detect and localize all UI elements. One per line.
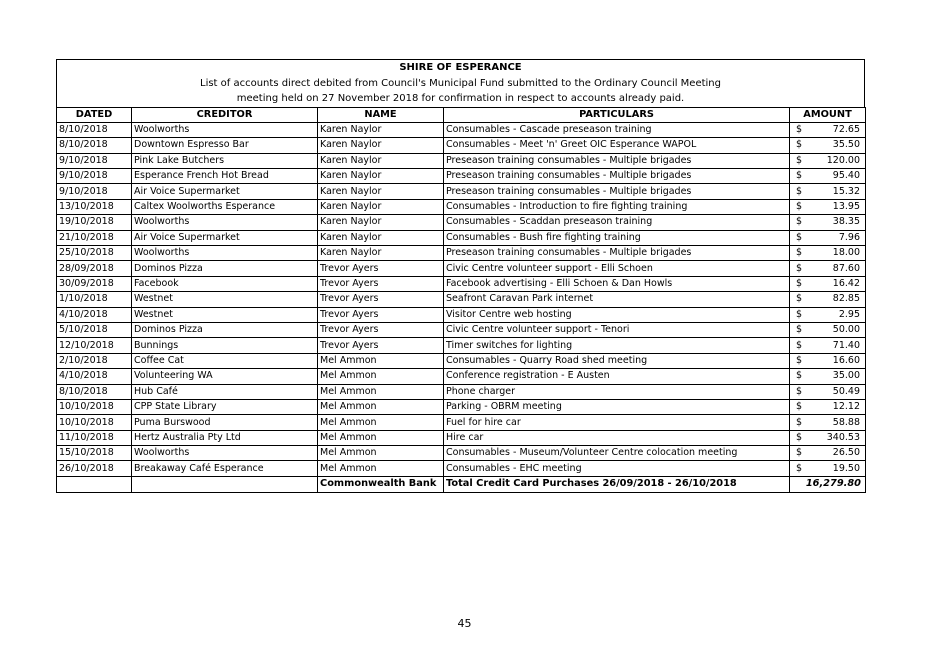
cell-creditor: Puma Burswood	[132, 415, 318, 430]
cell-amount	[790, 169, 866, 184]
cell-particulars: Consumables - Cascade preseason training	[444, 122, 790, 137]
col-header-amount: AMOUNT	[790, 107, 866, 122]
cell-amount	[790, 307, 866, 322]
currency-symbol: $	[796, 154, 803, 166]
currency-symbol: $	[796, 293, 803, 305]
cell-creditor: CPP State Library	[132, 399, 318, 414]
amount-value: 50.00	[832, 324, 860, 336]
cell-name: Trevor Ayers	[318, 307, 444, 322]
cell-name: Karen Naylor	[318, 230, 444, 245]
col-header-particulars: PARTICULARS	[444, 107, 790, 122]
amount-value: 82.85	[832, 293, 860, 305]
amount-value: 16.42	[832, 277, 860, 289]
cell-particulars: Consumables - Scaddan preseason training	[444, 215, 790, 230]
currency-symbol: $	[796, 354, 803, 366]
amount-value: 16.60	[832, 354, 860, 366]
cell-particulars: Fuel for hire car	[444, 415, 790, 430]
amount-value: 7.96	[838, 231, 860, 243]
currency-symbol: $	[796, 462, 803, 474]
cell-dated: 2/10/2018	[57, 353, 132, 368]
cell-name: Trevor Ayers	[318, 338, 444, 353]
cell-dated: 8/10/2018	[57, 122, 132, 137]
cell-amount	[790, 199, 866, 214]
cell-particulars: Civic Centre volunteer support - Elli Schoen	[444, 261, 790, 276]
cell-particulars: Visitor Centre web hosting	[444, 307, 790, 322]
cell-dated: 30/09/2018	[57, 276, 132, 291]
amount-value: 35.00	[832, 370, 860, 382]
cell-amount	[790, 446, 866, 461]
table-row	[57, 322, 866, 337]
table-row	[57, 276, 866, 291]
cell-name: Trevor Ayers	[318, 276, 444, 291]
table-row	[57, 246, 866, 261]
title-line-2: meeting held on 27 November 2018 for confirmation in respect to accounts already paid.	[236, 93, 685, 104]
cell-name: Trevor Ayers	[318, 292, 444, 307]
table-row	[57, 369, 866, 384]
cell-creditor: Woolworths	[132, 446, 318, 461]
cell-particulars: Facebook advertising - Elli Schoen & Dan Howls	[444, 276, 790, 291]
cell-amount	[790, 353, 866, 368]
cell-particulars: Consumables - Museum/Volunteer Centre colocation meeting	[444, 446, 790, 461]
cell-dated: 9/10/2018	[57, 169, 132, 184]
cell-dated: 15/10/2018	[57, 446, 132, 461]
cell-particulars: Consumables - Bush fire fighting training	[444, 230, 790, 245]
title-line-1: List of accounts direct debited from Council's Municipal Fund submitted to the Ordinary Council Meeting	[200, 77, 721, 89]
cell-name: Karen Naylor	[318, 199, 444, 214]
currency-symbol: $	[796, 262, 803, 274]
cell-amount	[790, 399, 866, 414]
cell-dated: 8/10/2018	[57, 138, 132, 153]
table-row	[57, 415, 866, 430]
table-row	[57, 261, 866, 276]
cell-name: Karen Naylor	[318, 138, 444, 153]
cell-creditor: Volunteering WA	[132, 369, 318, 384]
table-row	[57, 153, 866, 168]
cell-creditor: Woolworths	[132, 246, 318, 261]
cell-amount	[790, 430, 866, 445]
currency-symbol: $	[796, 416, 803, 428]
amount-value: 15.32	[832, 185, 860, 197]
table-row	[57, 430, 866, 445]
total-amount: 16,279.80	[790, 476, 866, 492]
table-row	[57, 461, 866, 476]
cell-amount	[790, 461, 866, 476]
table-row	[57, 122, 866, 137]
cell-dated: 8/10/2018	[57, 384, 132, 399]
cell-creditor: Caltex Woolworths Esperance	[132, 199, 318, 214]
currency-symbol: $	[796, 431, 803, 443]
cell-amount	[790, 338, 866, 353]
cell-dated: 21/10/2018	[57, 230, 132, 245]
amount-value: 13.95	[832, 201, 860, 213]
cell-amount	[790, 215, 866, 230]
cell-creditor: Hertz Australia Pty Ltd	[132, 430, 318, 445]
table-row	[57, 230, 866, 245]
currency-symbol: $	[796, 370, 803, 382]
cell-particulars: Consumables - EHC meeting	[444, 461, 790, 476]
currency-symbol: $	[796, 170, 803, 182]
currency-symbol: $	[796, 324, 803, 336]
cell-name: Mel Ammon	[318, 430, 444, 445]
cell-name: Karen Naylor	[318, 184, 444, 199]
cell-creditor: Coffee Cat	[132, 353, 318, 368]
amount-value: 120.00	[826, 154, 860, 166]
cell-dated: 26/10/2018	[57, 461, 132, 476]
amount-value: 58.88	[832, 416, 860, 428]
cell-dated: 19/10/2018	[57, 215, 132, 230]
table-row	[57, 307, 866, 322]
table-header-row	[57, 107, 866, 122]
amount-value: 12.12	[832, 401, 860, 413]
cell-name: Mel Ammon	[318, 384, 444, 399]
cell-dated: 9/10/2018	[57, 153, 132, 168]
accounts-table	[56, 107, 866, 493]
cell-name: Trevor Ayers	[318, 261, 444, 276]
cell-dated: 4/10/2018	[57, 369, 132, 384]
cell-creditor: Air Voice Supermarket	[132, 184, 318, 199]
cell-dated: 1/10/2018	[57, 292, 132, 307]
amount-value: 38.35	[832, 216, 860, 228]
cell-dated: 11/10/2018	[57, 430, 132, 445]
cell-particulars: Consumables - Introduction to fire fighting training	[444, 199, 790, 214]
cell-particulars: Parking - OBRM meeting	[444, 399, 790, 414]
table-row	[57, 199, 866, 214]
cell-dated: 28/09/2018	[57, 261, 132, 276]
shire-title: SHIRE OF ESPERANCE	[399, 62, 522, 73]
currency-symbol: $	[796, 247, 803, 259]
total-name: Commonwealth Bank	[318, 476, 444, 492]
cell-name: Mel Ammon	[318, 461, 444, 476]
total-row	[57, 476, 866, 492]
title-block	[56, 59, 865, 107]
table-row	[57, 353, 866, 368]
table-row	[57, 338, 866, 353]
currency-symbol: $	[796, 216, 803, 228]
cell-particulars: Civic Centre volunteer support - Tenori	[444, 322, 790, 337]
cell-amount	[790, 122, 866, 137]
amount-value: 72.65	[832, 124, 860, 136]
cell-creditor: Woolworths	[132, 215, 318, 230]
cell-name: Karen Naylor	[318, 246, 444, 261]
cell-name: Trevor Ayers	[318, 322, 444, 337]
table-body	[57, 122, 866, 476]
page-number: 45	[457, 617, 472, 630]
cell-creditor: Dominos Pizza	[132, 322, 318, 337]
amount-value: 87.60	[832, 262, 860, 274]
total-dated-cell	[57, 476, 132, 492]
cell-creditor: Woolworths	[132, 122, 318, 137]
currency-symbol: $	[796, 401, 803, 413]
cell-name: Karen Naylor	[318, 122, 444, 137]
cell-name: Mel Ammon	[318, 353, 444, 368]
cell-amount	[790, 230, 866, 245]
cell-amount	[790, 369, 866, 384]
currency-symbol: $	[796, 185, 803, 197]
cell-amount	[790, 322, 866, 337]
amount-value: 26.50	[832, 447, 860, 459]
amount-value: 95.40	[832, 170, 860, 182]
col-header-name: NAME	[318, 107, 444, 122]
currency-symbol: $	[796, 277, 803, 289]
cell-creditor: Dominos Pizza	[132, 261, 318, 276]
cell-particulars: Phone charger	[444, 384, 790, 399]
cell-amount	[790, 153, 866, 168]
table-row	[57, 215, 866, 230]
cell-name: Mel Ammon	[318, 399, 444, 414]
table-row	[57, 184, 866, 199]
amount-value: 35.50	[832, 139, 860, 151]
amount-value: 18.00	[832, 247, 860, 259]
cell-particulars: Seafront Caravan Park internet	[444, 292, 790, 307]
cell-creditor: Facebook	[132, 276, 318, 291]
cell-dated: 13/10/2018	[57, 199, 132, 214]
table-row	[57, 399, 866, 414]
cell-dated: 4/10/2018	[57, 307, 132, 322]
amount-value: 50.49	[832, 385, 860, 397]
cell-amount	[790, 246, 866, 261]
cell-dated: 25/10/2018	[57, 246, 132, 261]
cell-name: Mel Ammon	[318, 369, 444, 384]
cell-amount	[790, 138, 866, 153]
cell-amount	[790, 276, 866, 291]
amount-value: 71.40	[832, 339, 860, 351]
total-particulars: Total Credit Card Purchases 26/09/2018 - 26/10/2018	[444, 476, 790, 492]
cell-particulars: Preseason training consumables - Multiple brigades	[444, 246, 790, 261]
cell-amount	[790, 184, 866, 199]
currency-symbol: $	[796, 201, 803, 213]
cell-particulars: Preseason training consumables - Multiple brigades	[444, 169, 790, 184]
cell-particulars: Preseason training consumables - Multiple brigades	[444, 153, 790, 168]
col-header-dated: DATED	[57, 107, 132, 122]
cell-creditor: Downtown Espresso Bar	[132, 138, 318, 153]
amount-value: 340.53	[826, 431, 860, 443]
amount-value: 2.95	[838, 308, 860, 320]
amount-value: 19.50	[832, 462, 860, 474]
cell-dated: 10/10/2018	[57, 415, 132, 430]
table-row	[57, 384, 866, 399]
cell-dated: 12/10/2018	[57, 338, 132, 353]
cell-dated: 9/10/2018	[57, 184, 132, 199]
cell-particulars: Conference registration - E Austen	[444, 369, 790, 384]
cell-creditor: Westnet	[132, 307, 318, 322]
cell-particulars: Consumables - Meet 'n' Greet OIC Esperance WAPOL	[444, 138, 790, 153]
currency-symbol: $	[796, 231, 803, 243]
cell-particulars: Hire car	[444, 430, 790, 445]
currency-symbol: $	[796, 385, 803, 397]
cell-creditor: Esperance French Hot Bread	[132, 169, 318, 184]
cell-amount	[790, 384, 866, 399]
currency-symbol: $	[796, 308, 803, 320]
cell-amount	[790, 415, 866, 430]
cell-creditor: Pink Lake Butchers	[132, 153, 318, 168]
cell-name: Karen Naylor	[318, 169, 444, 184]
currency-symbol: $	[796, 447, 803, 459]
cell-dated: 10/10/2018	[57, 399, 132, 414]
cell-amount	[790, 261, 866, 276]
cell-name: Mel Ammon	[318, 446, 444, 461]
table-row	[57, 292, 866, 307]
cell-particulars: Consumables - Quarry Road shed meeting	[444, 353, 790, 368]
cell-particulars: Preseason training consumables - Multiple brigades	[444, 184, 790, 199]
cell-particulars: Timer switches for lighting	[444, 338, 790, 353]
cell-creditor: Hub Café	[132, 384, 318, 399]
cell-name: Karen Naylor	[318, 153, 444, 168]
cell-dated: 5/10/2018	[57, 322, 132, 337]
currency-symbol: $	[796, 139, 803, 151]
cell-creditor: Westnet	[132, 292, 318, 307]
table-row	[57, 169, 866, 184]
table-row	[57, 138, 866, 153]
cell-name: Karen Naylor	[318, 215, 444, 230]
currency-symbol: $	[796, 124, 803, 136]
total-creditor-cell	[132, 476, 318, 492]
cell-amount	[790, 292, 866, 307]
cell-creditor: Bunnings	[132, 338, 318, 353]
table-row	[57, 446, 866, 461]
currency-symbol: $	[796, 339, 803, 351]
cell-creditor: Air Voice Supermarket	[132, 230, 318, 245]
cell-creditor: Breakaway Café Esperance	[132, 461, 318, 476]
col-header-creditor: CREDITOR	[132, 107, 318, 122]
accounts-sheet	[56, 59, 865, 493]
cell-name: Mel Ammon	[318, 415, 444, 430]
